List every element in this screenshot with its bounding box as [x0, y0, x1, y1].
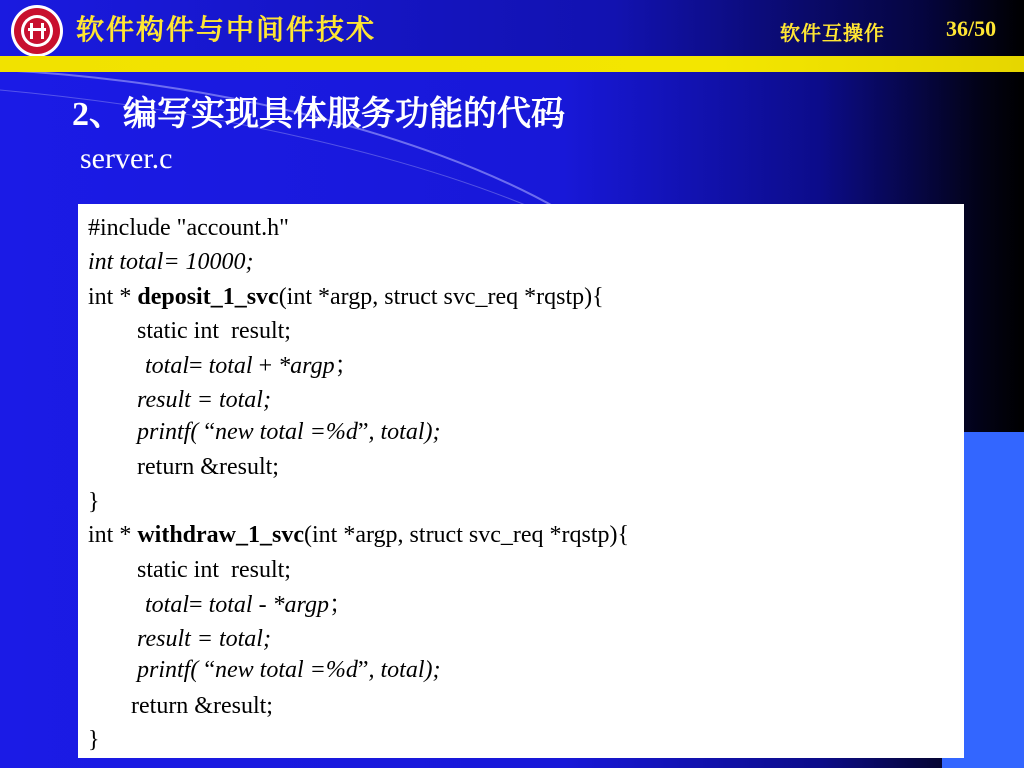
- code-block: [78, 204, 964, 758]
- code-line: int * deposit_1_svc(int *argp, struct svc_req *rqstp){: [88, 284, 604, 310]
- code-line: result = total;: [137, 626, 271, 652]
- code-line: }: [88, 489, 100, 515]
- file-name: server.c: [80, 142, 173, 175]
- code-line: static int result;: [137, 318, 291, 344]
- code-line: int total= 10000;: [88, 249, 254, 275]
- code-line: return &result;: [131, 693, 273, 719]
- function-name: deposit_1_svc: [137, 284, 279, 310]
- section-title: 软件互操作: [780, 21, 885, 45]
- code-line: static int result;: [137, 557, 291, 583]
- university-seal-icon: [10, 4, 64, 58]
- function-name: withdraw_1_svc: [137, 522, 305, 548]
- code-line: total= total - *argp；: [145, 592, 354, 618]
- slide-heading: [72, 86, 565, 135]
- code-line: int * withdraw_1_svc(int *argp, struct svc_req *rqstp){: [88, 522, 630, 548]
- code-line: #include "account.h": [88, 215, 289, 241]
- code-line: printf( “new total =%d”, total);: [137, 419, 441, 445]
- header-divider-bar: [0, 56, 1024, 72]
- code-line: }: [88, 727, 100, 753]
- code-line: printf( “new total =%d”, total);: [137, 657, 441, 683]
- heading-number: 2: [72, 96, 89, 133]
- code-line: return &result;: [137, 454, 279, 480]
- page-number: 36/50: [946, 16, 997, 41]
- heading-text: 、编写实现具体服务功能的代码: [89, 94, 565, 134]
- code-line: total= total + *argp；: [145, 353, 359, 379]
- header-bar: [0, 0, 1024, 56]
- code-line: result = total;: [137, 387, 271, 413]
- course-title: 软件构件与中间件技术: [76, 13, 377, 46]
